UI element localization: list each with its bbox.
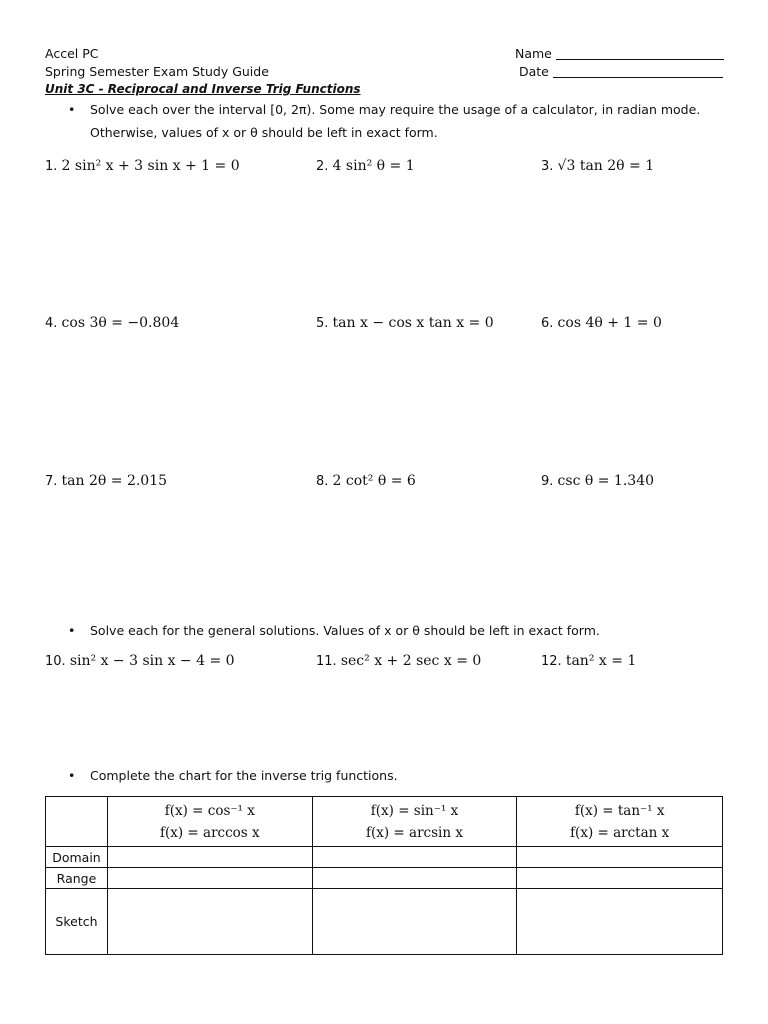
inverse-trig-chart xyxy=(45,796,723,955)
chart-header-row xyxy=(46,797,723,847)
bullet-icon: • xyxy=(68,102,76,117)
answer-cell[interactable] xyxy=(107,868,312,889)
problem-number: 11. xyxy=(316,654,337,669)
chart-row-sketch xyxy=(46,889,723,955)
instruction-general xyxy=(68,623,600,638)
instruction-chart xyxy=(68,768,398,783)
problem-6 xyxy=(541,315,662,331)
problem-number: 4. xyxy=(45,316,58,331)
bullet-icon: • xyxy=(68,623,76,638)
unit-title: Unit 3C - Reciprocal and Inverse Trig Functions xyxy=(45,82,361,96)
problem-8 xyxy=(316,473,416,489)
problem-number: 2. xyxy=(316,159,329,174)
instruction-interval xyxy=(68,102,700,117)
instruction-line1: Solve each over the interval [0, 2π). Some may require the usage of a calculator, in radian mode. xyxy=(90,102,701,117)
sketch-cell[interactable] xyxy=(517,889,723,955)
date-label: Date xyxy=(519,64,549,79)
problem-3 xyxy=(541,158,654,174)
course-name: Accel PC xyxy=(45,46,99,61)
problem-9 xyxy=(541,473,654,489)
sketch-cell[interactable] xyxy=(312,889,517,955)
column-arccos xyxy=(107,797,312,847)
answer-cell[interactable] xyxy=(517,868,723,889)
instruction-text: Solve each for the general solutions. Values of x or θ should be left in exact form. xyxy=(90,623,600,638)
name-label: Name xyxy=(515,46,552,61)
problem-number: 8. xyxy=(316,474,329,489)
date-field[interactable] xyxy=(519,64,723,79)
problem-equation: 4 sin² θ = 1 xyxy=(332,158,415,174)
problem-number: 5. xyxy=(316,316,329,331)
problem-7 xyxy=(45,473,167,489)
column-heading-line1: f(x) = cos⁻¹ x xyxy=(164,802,255,819)
problem-10 xyxy=(45,653,235,669)
chart-corner-cell xyxy=(46,797,108,847)
problem-1 xyxy=(45,158,240,174)
problem-number: 12. xyxy=(541,654,562,669)
problem-number: 1. xyxy=(45,159,58,174)
problem-number: 7. xyxy=(45,474,58,489)
problem-4 xyxy=(45,315,179,331)
problem-number: 9. xyxy=(541,474,554,489)
problem-equation: sec² x + 2 sec x = 0 xyxy=(340,653,482,669)
row-label: Sketch xyxy=(46,889,108,955)
sketch-cell[interactable] xyxy=(107,889,312,955)
problem-equation: tan 2θ = 2.015 xyxy=(61,473,168,489)
column-heading-line2: f(x) = arcsin x xyxy=(366,824,463,841)
problem-number: 3. xyxy=(541,159,554,174)
name-field[interactable] xyxy=(515,46,724,61)
answer-cell[interactable] xyxy=(517,847,723,868)
column-heading-line1: f(x) = sin⁻¹ x xyxy=(370,802,459,819)
chart-row-domain xyxy=(46,847,723,868)
answer-cell[interactable] xyxy=(312,847,517,868)
date-line[interactable] xyxy=(553,65,723,78)
problem-equation: sin² x − 3 sin x − 4 = 0 xyxy=(69,653,235,669)
problem-equation: cos 4θ + 1 = 0 xyxy=(557,315,662,331)
problem-12 xyxy=(541,653,636,669)
problem-11 xyxy=(316,653,481,669)
problem-equation: csc θ = 1.340 xyxy=(557,473,655,489)
answer-cell[interactable] xyxy=(312,868,517,889)
instruction-text: Complete the chart for the inverse trig functions. xyxy=(90,768,398,783)
column-heading-line1: f(x) = tan⁻¹ x xyxy=(574,802,665,819)
name-line[interactable] xyxy=(556,47,724,60)
column-arcsin xyxy=(312,797,517,847)
instruction-line2: Otherwise, values of x or θ should be left in exact form. xyxy=(90,125,438,140)
column-heading-line2: f(x) = arccos x xyxy=(159,824,260,841)
problem-number: 6. xyxy=(541,316,554,331)
answer-cell[interactable] xyxy=(107,847,312,868)
chart-row-range xyxy=(46,868,723,889)
problem-equation: tan² x = 1 xyxy=(565,653,637,669)
problem-equation: cos 3θ = −0.804 xyxy=(61,315,180,331)
problem-equation: 2 sin² x + 3 sin x + 1 = 0 xyxy=(61,158,240,174)
problem-2 xyxy=(316,158,415,174)
column-arctan xyxy=(517,797,723,847)
problem-equation: √3 tan 2θ = 1 xyxy=(557,158,655,174)
row-label: Domain xyxy=(46,847,108,868)
column-heading-line2: f(x) = arctan x xyxy=(570,824,670,841)
guide-subtitle: Spring Semester Exam Study Guide xyxy=(45,64,269,79)
row-label: Range xyxy=(46,868,108,889)
problem-equation: 2 cot² θ = 6 xyxy=(332,473,416,489)
problem-equation: tan x − cos x tan x = 0 xyxy=(332,315,494,331)
problem-number: 10. xyxy=(45,654,66,669)
bullet-icon: • xyxy=(68,768,76,783)
problem-5 xyxy=(316,315,494,331)
